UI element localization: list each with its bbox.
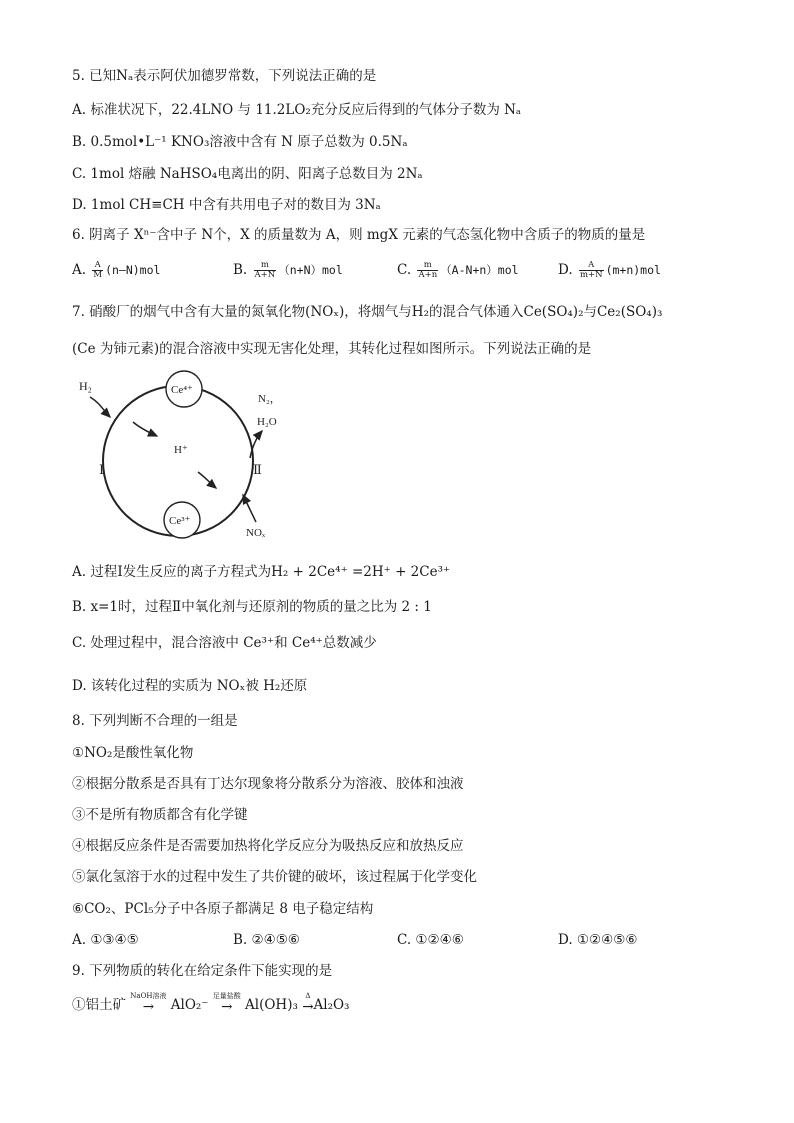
q7-stem-line-2: (Ce 为铈元素)的混合溶液中实现无害化处理，其转化过程如图所示。下列说法正确的是 (72, 341, 592, 357)
q6-stem: 6. 阴离子 Xⁿ⁻含中子 N个，X 的质量数为 A，则 mgX 元素的气态氢化物中含质子的物质的量是 (72, 227, 646, 243)
q8-item-3: ③不是所有物质都含有化学键 (72, 807, 248, 823)
n2-label: N₂， (258, 393, 281, 405)
q8-item-5: ⑤氯化氢溶于水的过程中发生了共价键的破坏，该过程属于化学变化 (72, 869, 477, 885)
q8-option-d: D. ①②④⑤⑥ (558, 932, 638, 948)
q8-item-4: ④根据反应条件是否需要加热将化学反应分为吸热反应和放热反应 (72, 838, 464, 854)
fraction: $\frac{m}{A+N}$ (254, 260, 276, 280)
h2-inflow-arrow (90, 397, 110, 417)
q6-option-b: B. $\frac{m}{A+N}$ （n+N）mol (233, 260, 343, 280)
reaction-arrow-3: Δ → (302, 992, 314, 1015)
nox-label: NOₓ (246, 527, 266, 539)
inner-arrow-2 (198, 472, 216, 488)
fraction: $\frac{A}{m+N}$ (579, 260, 603, 280)
fraction: $\frac{m}{A+n}$ (418, 260, 438, 280)
h2o-label: H₂O (257, 416, 277, 428)
q8-item-1: ①NO₂是酸性氧化物 (72, 745, 194, 761)
q8-item-6: ⑥CO₂、PCl₅分子中各原子都满足 8 电子稳定结构 (72, 901, 374, 917)
q9-conversion-1: ①铝土矿 NaOH溶液 → AlO₂⁻ 足量盐酸 → Al(OH)₃ Δ → Al₂O₃ (72, 992, 350, 1015)
q5-option-b: B. 0.5mol•L⁻¹ KNO₃溶液中含有 N 原子总数为 0.5Nₐ (72, 134, 408, 150)
q8-option-b: B. ②④⑤⑥ (233, 932, 300, 948)
hplus-label: H⁺ (174, 444, 188, 456)
nox-inflow-arrow (243, 495, 256, 522)
process-1-label: Ⅰ (99, 462, 105, 477)
fraction: $\frac{A}{M}$ (93, 260, 103, 280)
q6-option-a: A. $\frac{A}{M}$ (n—N)mol (72, 260, 161, 280)
ce3-label: Ce³⁺ (169, 515, 191, 527)
q7-option-c: C. 处理过程中，混合溶液中 Ce³⁺和 Ce⁴⁺总数减少 (72, 635, 377, 651)
q8-item-2: ②根据分散系是否具有丁达尔现象将分散系分为溶液、胶体和浊液 (72, 776, 464, 792)
ce-cycle-diagram (70, 370, 290, 550)
q7-option-d: D. 该转化过程的实质为 NOₓ被 H₂还原 (72, 678, 308, 694)
q9-stem: 9. 下列物质的转化在给定条件下能实现的是 (72, 963, 333, 979)
q6-option-c: C. $\frac{m}{A+n}$ （A-N+n）mol (397, 260, 519, 280)
inner-arrow-1 (133, 422, 157, 436)
reaction-arrow-1: NaOH溶液 → (130, 992, 167, 1015)
q7-stem-line-1: 7. 硝酸厂的烟气中含有大量的氮氧化物(NOₓ)，将烟气与H₂的混合气体通入Ce(SO₄)₂与Ce₂(SO₄)₃ (72, 304, 663, 320)
q5-option-d: D. 1mol CH≡CH 中含有共用电子对的数目为 3Nₐ (72, 197, 381, 213)
reaction-arrow-2: 足量盐酸 → (212, 992, 241, 1015)
q5-stem: 5. 已知Nₐ表示阿伏加德罗常数，下列说法正确的是 (72, 68, 377, 84)
q8-option-a: A. ①③④⑤ (72, 932, 139, 948)
process-2-label: Ⅱ (253, 462, 262, 477)
ce4-label: Ce⁴⁺ (171, 384, 193, 396)
q8-option-c: C. ①②④⑥ (397, 932, 464, 948)
q7-option-a: A. 过程Ⅰ发生反应的离子方程式为H₂ + 2Ce⁴⁺ =2H⁺ + 2Ce³⁺ (72, 564, 451, 580)
q5-option-c: C. 1mol 熔融 NaHSO₄电离出的阴、阳离子总数目为 2Nₐ (72, 166, 423, 182)
q6-option-d: D. $\frac{A}{m+N}$ (m+n)mol (558, 260, 661, 280)
q5-option-a: A. 标准状况下，22.4LNO 与 11.2LO₂充分反应后得到的气体分子数为 Nₐ (72, 102, 522, 118)
q8-stem: 8. 下列判断不合理的一组是 (72, 713, 238, 729)
q7-option-b: B. x=1时，过程Ⅱ中氧化剂与还原剂的物质的量之比为 2 : 1 (72, 599, 432, 615)
h2-label: H₂ (79, 379, 92, 393)
